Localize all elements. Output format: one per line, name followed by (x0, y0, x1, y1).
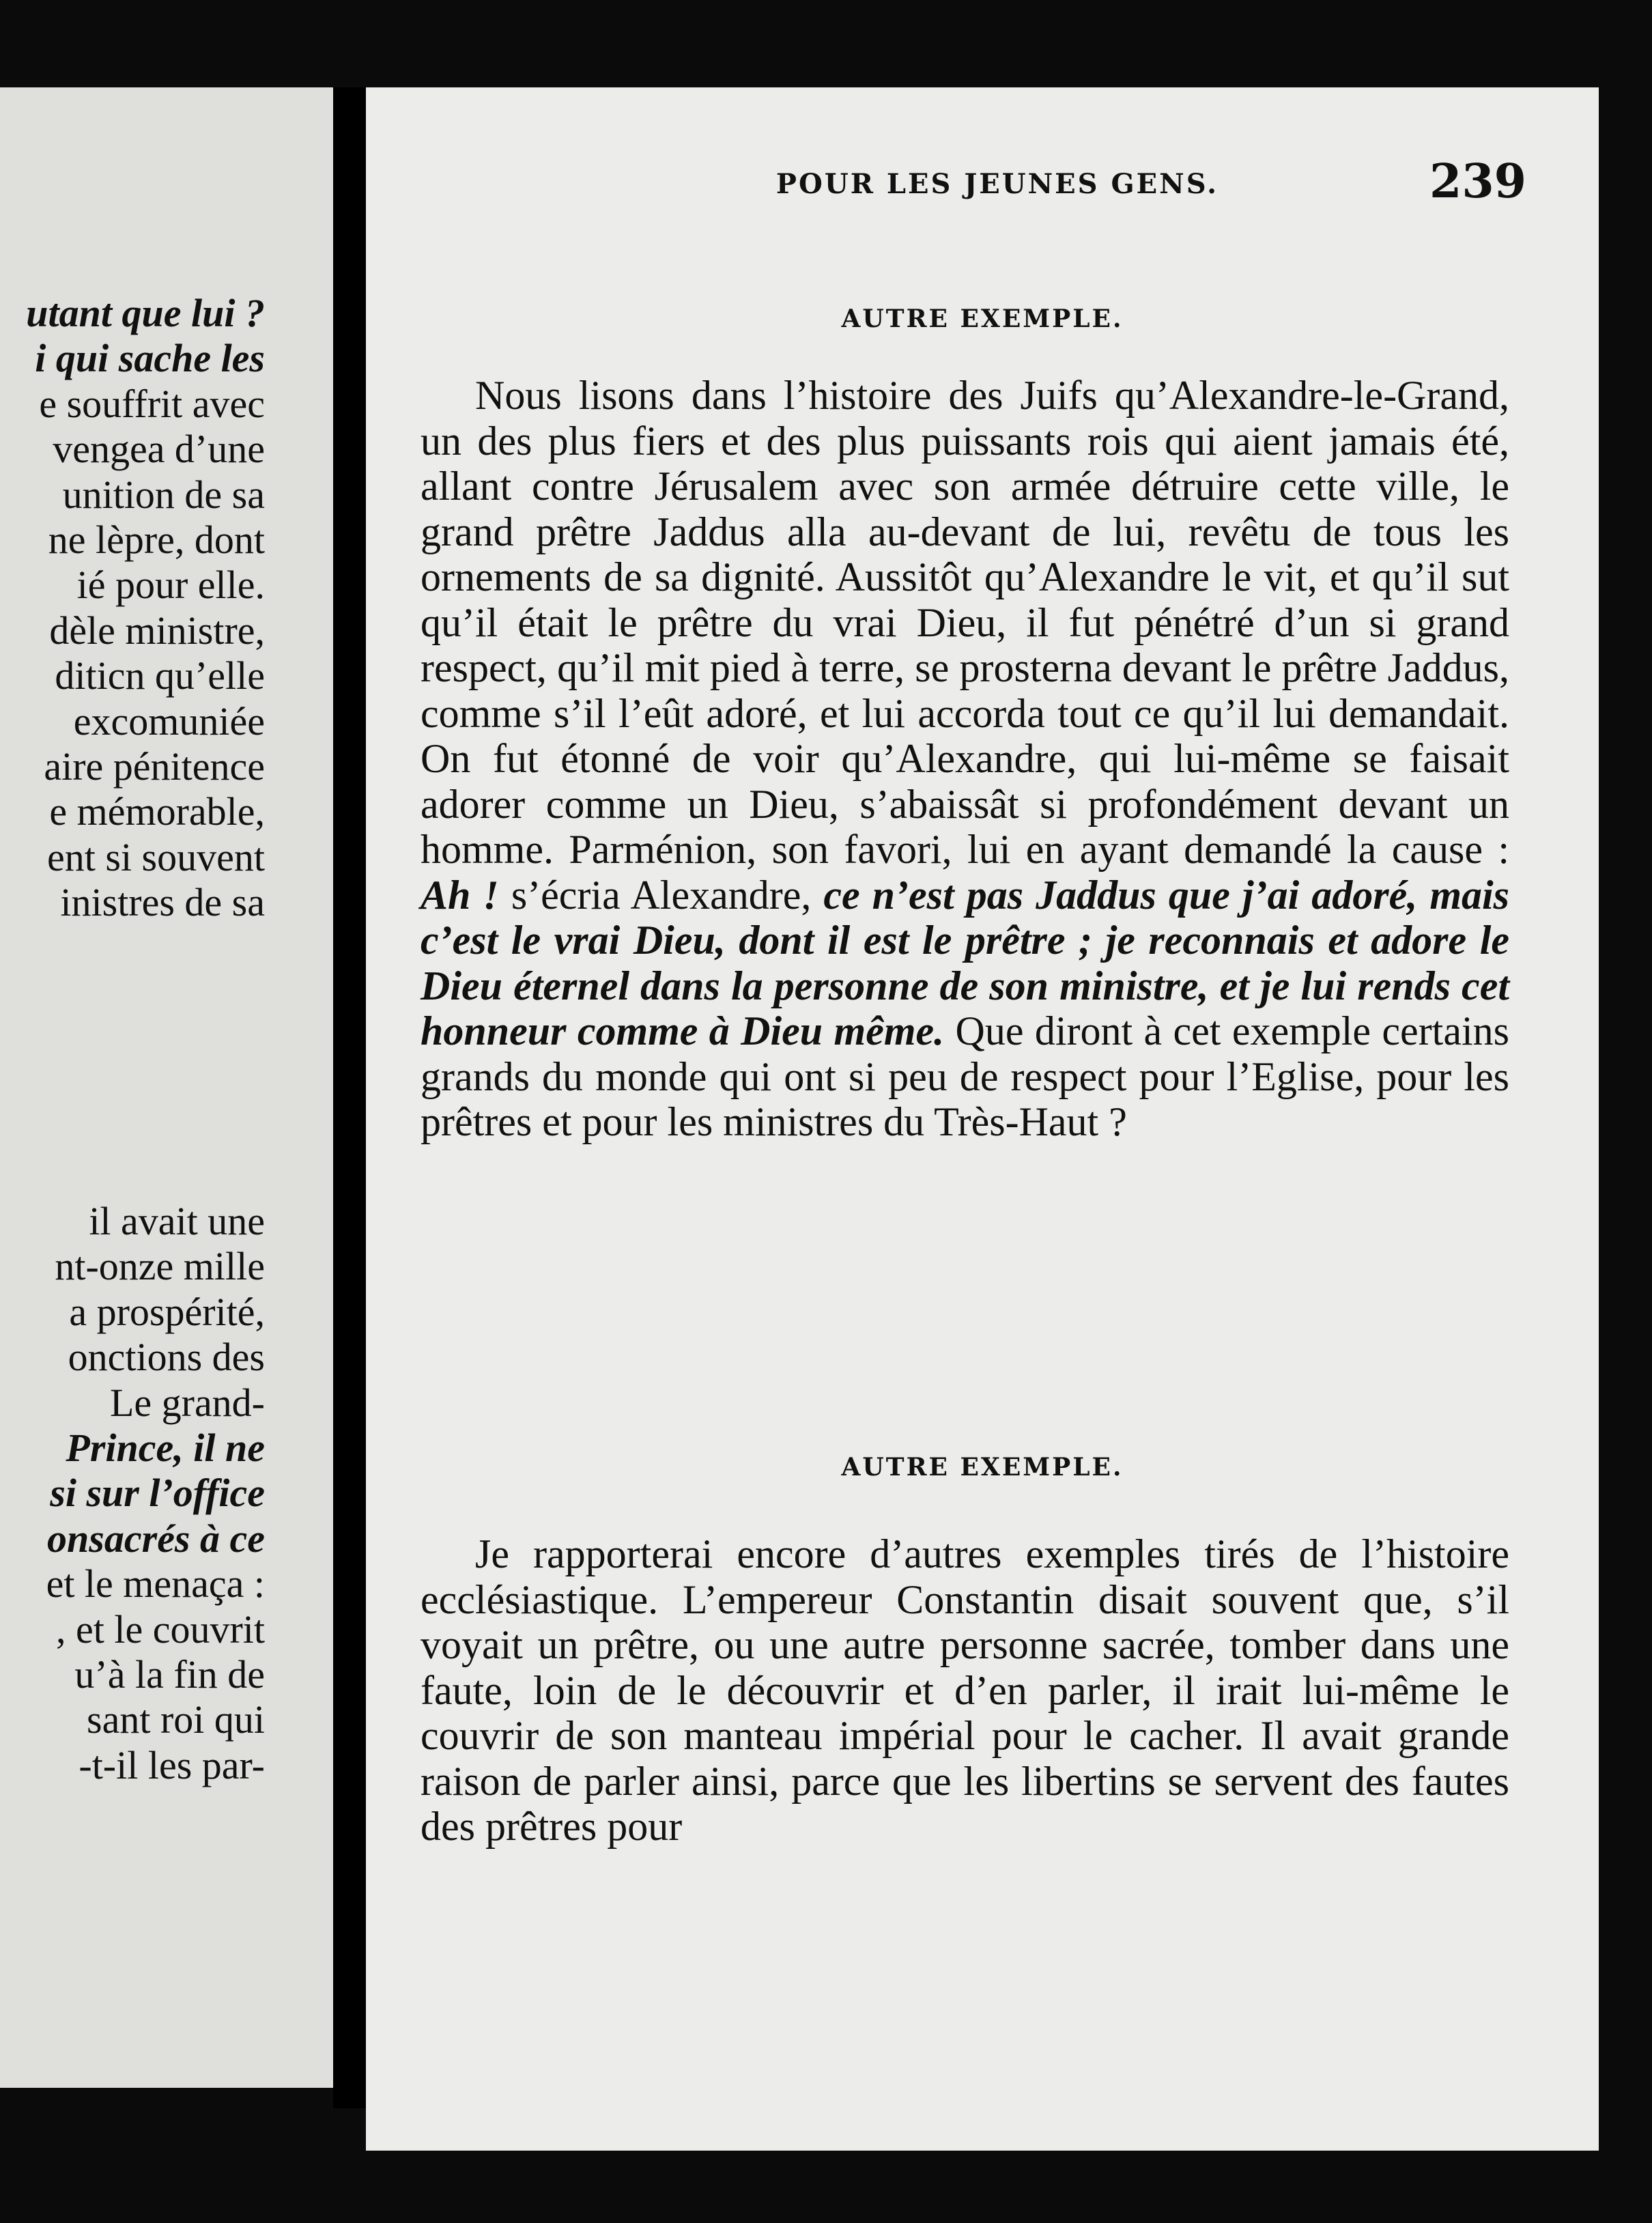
left-line: si sur l’office (50, 1471, 265, 1516)
paragraph-text: Que diront à cet exemple certains grands du monde qui ont si peu de respect pour l’Eglise, pour les prêtres et pour les ministres du Très-Haut ? (421, 1008, 1509, 1144)
section-1-body (421, 373, 1509, 1145)
left-line: dèle ministre, (49, 608, 265, 653)
left-line: utant que lui ? (26, 291, 265, 335)
left-line: ié pour elle. (76, 563, 265, 608)
quote-exclamation: Ah ! (421, 872, 499, 918)
paragraph (421, 373, 1509, 1145)
left-line: aire pénitence (44, 744, 265, 789)
left-line: unition de sa (62, 472, 265, 517)
paragraph-text: Nous lisons dans l’histoire des Juifs qu’Alexandre-le-Grand, un des plus fiers et des plus puissants rois qui aient jamais été, allant contre Jérusalem avec son armée détruire cette ville, le grand prêtre Jaddus alla au-devant de lui, revêtu de tous les ornements de sa dignité. Aussitôt qu’Alexandre le vit, et qu’il sut qu’il était le prêtre du vrai Dieu, il fut pénétré d’un si grand respect, qu’il mit pied à terre, se prosterna devant le prêtre Jaddus, comme s’il l’eût adoré, et lui accorda tout ce qu’il lui demandait. On fut étonné de voir qu’Alexandre, qui lui-même se faisait adorer comme un Dieu, s’abaissât si profondément devant un homme. Parménion, son favori, lui en ayant demandé la cause : (421, 373, 1509, 872)
left-line: a prospérité, (69, 1289, 265, 1334)
left-line: , et le couvrit (55, 1606, 265, 1652)
paragraph: Je rapporterai encore d’autres exemples tirés de l’histoire ecclésiastique. L’empereur Constantin disait souvent que, s’il voyait un prêtre, ou une autre personne sacrée, tomber dans une faute, loin de le découvrir et d’en parler, il irait lui-même le couvrir de son manteau impérial pour le cacher. Il avait grande raison de parler ainsi, parce que les libertins se servent des fautes des prêtres pour (421, 1531, 1509, 1849)
right-page (366, 87, 1599, 2151)
left-line: -t-il les par- (79, 1742, 265, 1787)
left-page-text-top (0, 291, 265, 925)
left-line: nt-onze mille (55, 1244, 265, 1289)
left-line: u’à la fin de (74, 1652, 265, 1697)
left-line: i qui sache les (35, 336, 265, 381)
left-line: excomuniée (73, 698, 265, 744)
left-line: e mémorable, (49, 789, 265, 834)
quote-text: ce n’est pas Jaddus que j’ai adoré, mais c’est le vrai Dieu, dont il est le prêtre ; je reconnais et adore le Dieu éternel dans la personne de son ministre, et je lui rends cet honneur comme à Dieu même. (421, 872, 1510, 1053)
running-head: POUR LES JEUNES GENS. (775, 168, 1219, 200)
left-line: sant roi qui (87, 1697, 265, 1742)
left-line: Le grand- (109, 1380, 265, 1425)
left-page (0, 87, 333, 2088)
left-line: inistres de sa (60, 880, 265, 925)
left-line: Prince, il ne (66, 1425, 265, 1470)
left-line: vengea d’une (53, 427, 265, 472)
left-line: ent si souvent (47, 834, 265, 879)
left-line: il avait une (89, 1199, 265, 1243)
section-heading: AUTRE EXEMPLE. (841, 305, 1124, 333)
quote-attribution: s’écria Alexandre, (498, 872, 824, 918)
left-line: onctions des (68, 1335, 265, 1380)
left-line: e souffrit avec (39, 381, 265, 426)
section-heading: AUTRE EXEMPLE. (841, 1453, 1124, 1482)
left-line: et le menaça : (46, 1561, 265, 1606)
left-line: diticn qu’elle (55, 653, 265, 698)
section-2-body (421, 1531, 1509, 1850)
left-line: onsacrés à ce (47, 1516, 265, 1561)
left-page-text-bottom (0, 1199, 265, 1788)
book-gutter (333, 87, 366, 2108)
left-line: ne lèpre, dont (48, 517, 265, 562)
page-number: 239 (1429, 154, 1526, 209)
